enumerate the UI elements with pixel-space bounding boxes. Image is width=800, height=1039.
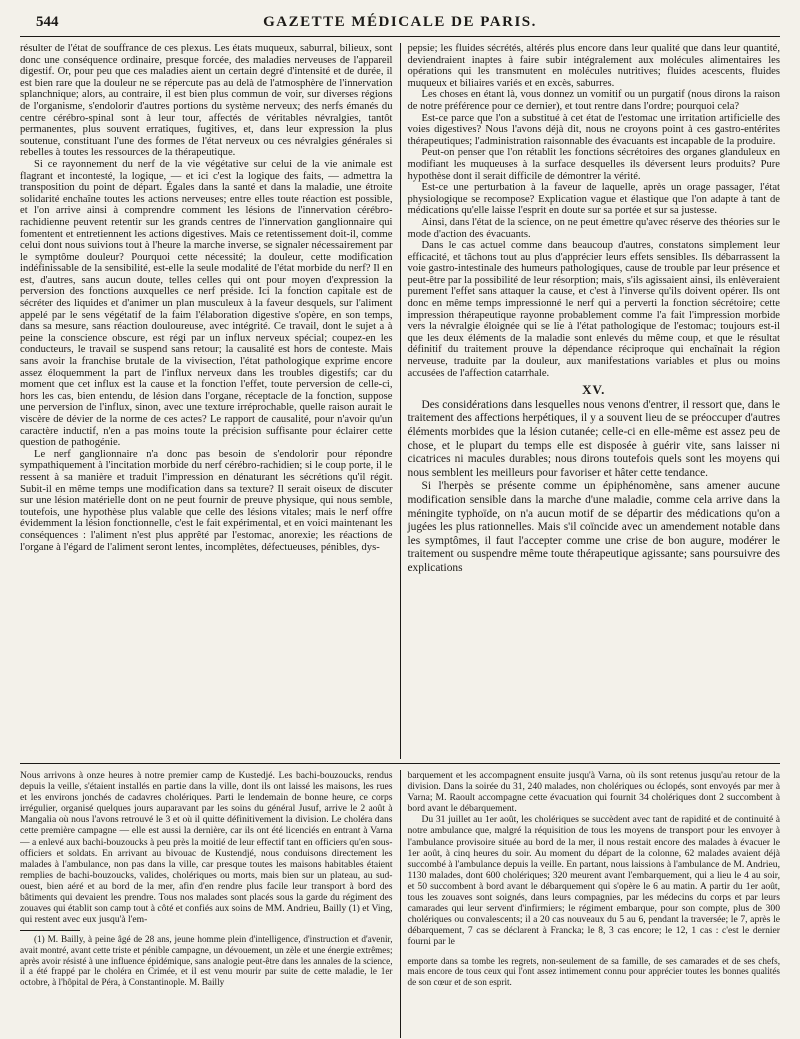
paragraph: Dans le cas actuel comme dans beaucoup d'autres, constatons simplement leur efficacité, et tâchons tout au plus d'apprécier leurs effets sensibles. Ils débarrassent la voie gastro-intestinale des humeurs pathologiques, cause de trouble par leur présence et peut-être par la possibilité de leur résorption; mais, s'ils agissaient ainsi, ils enlèveraient purement l'effet sans attaquer la cause, et c'est à l'inverse qu'ils doivent opérer. Ils ont donc en même temps impressionné le nerf qui a perverti la fonction sécrétoire; cette impression thérapeutique rayonne probablement comme l'a fait l'impression morbide vers la névralgie éloignée qui se lie à l'état pathologique de l'estomac; toujours est-il que les deux éléments de la maladie sont enlevés du même coup, et que le résultat définitif du traitement prouve la dépendance réciproque qui enchaînait la région nerveuse, traduite par la douleur, aux manifestations variables et plus ou moins accusées de l'affection catarrhale. xyxy=(407,240,780,379)
main-left-column xyxy=(20,43,400,759)
section-heading: XV. xyxy=(582,382,606,398)
paragraph: Si l'herpès se présente comme un épiphénomène, sans amener aucune modification sensible dans la marche d'une maladie, comme cela arrive dans la méningite typhoïde, on n'a aucun motif de se départir des médications qu'on a jugées les plus rationnelles. Mais s'il coïncide avec un amendement notable dans les symptômes, il faut l'accepter comme une crise de bon augure, modérer le traitement ou suspendre même toute thérapeutique agissante; sans poursuivre des explications xyxy=(407,480,780,574)
paragraph: Est-ce parce que l'on a substitué à cet état de l'estomac une irritation artificielle des voies digestives? Nous l'avons déjà dit, nous ne croyons point à ces gastro-entérites thérapeutiques; l'administration raisonnable des évacuants est incapable de la produire. xyxy=(407,112,780,147)
paragraph: Du 31 juillet au 1er août, les cholériques se succèdent avec tant de rapidité et de continuité à notre ambulance que, malgré la réquisition de tous les moyens de transport pour les envoyer à l'ambulance provisoire située au bord de la mer, il nous restait encore des malades à évacuer le 1er août, à cinq heures du soir. Au moment du départ de la colonne, 62 malades avaient déjà succombé à l'ambulance depuis la veille. En partant, nous laissions à l'ambulance de M. Andrieu, 1130 malades, dont 600 cholériques; 320 meurent avant l'embarquement, qui a lieu le 4 au soir, et 50 succombent à bord avant le débarquement qui s'opère le 6 au matin. A partir du 1er août, tous les zouaves sont soignés, dans leurs compagnies, par les médecins du corps et par leurs camarades qui leur servent d'infirmiers; le régiment embarque, pour son compte, plus de 300 cholériques ou convalescents; il a 20 cas nouveaux du 5 au 6, pendant la traversée; le 7, après le débarquement, 7 cas se déclarent à Francka; le 8, 3 cas encore; le 12, 1 cas : c'est le dernier fourni par le xyxy=(407,814,780,948)
paragraph: Est-ce une perturbation à la faveur de laquelle, après un orage passager, l'état physiologique se recompose? Explication vague et élastique que l'on adapte à tant de médications qu'elle laisse l'esprit en doute sur sa portée et sur sa justesse. xyxy=(407,182,780,217)
paragraph: Le nerf ganglionnaire n'a donc pas besoin de s'endolorir pour répondre sympathiquement à l'incitation morbide du nerf cérébro-rachidien; si le coup porte, il le ressent à sa manière et traduit l'impression en dénaturant les sécrétions qu'il régit. Subit-il en même temps une modification dans sa texture? Il serait oiseux de discuter sur une lésion matérielle dont on ne peut fournir de preuve physique, qui nous semble, toutefois, une hypothèse plus valable que celle des lésions vitales; mais le nerf offre évidemment la lésion fonctionnelle, c'est le fait expérimental, et en voici maintenant les conséquences : l'aliment n'est plus apprêté par l'estomac, anorexie; les réactions de l'organe à l'égard de l'aliment seront lentes, incomplètes, défectueuses, pénibles, dys- xyxy=(20,448,393,553)
paragraph: résulter de l'état de souffrance de ces plexus. Les états muqueux, saburral, bilieux, sont donc une conséquence ordinaire, presque forcée, des maladies nerveuses de l'appareil digestif. Or, pour peu que ces maladies aient un certain degré d'intensité et de durée, il est bien rare que la douleur ne se répercute pas au delà de l'atmosphère de l'innervation splanchnique; alors, au contraire, il est bien plus commun de voir, sur diverses régions de l'organisme, s'endolorir d'autres portions du système nerveux; des nerfs émanés du centre cérébro-spinal sont à leur tour, affectés de véritables névralgies, tantôt permanentes, plus souvent erratiques, fugitives, et, dans leur expression la plus soutenue, constituant l'une des formes de l'état nerveux ou ces névralgies générales si rebelles à toutes les ressources de la thérapeutique. xyxy=(20,43,393,159)
running-head: GAZETTE MÉDICALE DE PARIS. xyxy=(263,14,537,30)
paragraph: Si ce rayonnement du nerf de la vie végétative sur celui de la vie animale est flagrant et incontesté, la logique, — et ici c'est la logique des faits, — admettra la transposition du point de départ. Égales dans la santé et dans la maladie, une étroite solidarité enchaîne toutes les actions nerveuses; entre elles toute réaction est possible, et l'on arrive ainsi à comprendre comment les lésions de l'innervation cérébro-rachidienne peuvent retentir sur les grands centres de l'innervation ganglionnaire qui fomentent et entretiennent les actions digestives. Mais ce retentissement doit-il, comme celui dont nous suivions tout à l'heure la marche inverse, se signaler nécessairement par le symptôme douleur? Pourquoi cette nécessité; la douleur, cette modification indéfinissable de la sensibilité, est-elle la seule modalité de l'état morbide du nerf? Il en est, d'autres, sans aucun doute, telles celles qui ont pour moyen d'expression la perversion des fonctions auxquelles ce nerf préside. Ici la fonction capitale est de sécréter des liquides et d'animer un plan musculeux à la faveur desquels, sur l'aliment appelé par le sens végétatif de la faim l'élaboration digestive s'opère, en son temps, dans sa mesure, sans réaction douloureuse, avec intégrité. Ce travail, dont le sujet a à peine la conscience obscure, est régi par un influx nerveux spécial; coupez-en les conducteurs, le travail se suspend sans retour; la causalité est hors de conteste. Mais sans avoir la franchise brutale de la vivisection, l'état pathologique exprime encore assez éloquemment la part de l'influx nerveux dans les troubles digestifs; car du moment que cet influx est la cause et la fonction l'effet, toute perversion de celle-ci, hors les cas, bien entendu, de lésion dans l'organe, réceptacle de la fonction, suppose une perversion de l'influx, sinon, avec une texture irréprochable, quelle raison aurait le viscère de dévier de la norme de ces actes? Le rapport de causalité, pour n'avoir qu'un caractère inductif, n'en a pas moins toute la précision suffisante pour éclairer cette question de pathogénie. xyxy=(20,158,393,449)
paragraph: Peut-on penser que l'on rétablit les fonctions sécrétoires des organes glanduleux en modifiant les muqueuses à la surface desquelles ils déversent leurs produits? Pure hypothèse dont il serait difficile de démontrer la vérité. xyxy=(407,147,780,182)
footnote-gap xyxy=(408,948,781,956)
feuilleton-left-column xyxy=(20,770,400,1038)
footnote: (1) M. Bailly, à peine âgé de 28 ans, jeune homme plein d'intelligence, d'instruction et d'avenir, avait montré, avant cette triste et pénible campagne, un dévouement, un zèle et une énergie extrêmes; après avoir résisté à une influence épidémique, sans analogie peut-être dans les annales de la science, il a été frappé par le choléra en Crimée, et il est venu mourir par suite de cette maladie, le 1er octobre, à l'hôpital de Péra, à Constantinople. M. Bailly xyxy=(20,934,393,987)
footnote-divider xyxy=(20,930,80,931)
paragraph: Nous arrivons à onze heures à notre premier camp de Kustedjé. Les bachi-bouzoucks, rendus depuis la veille, s'étaient installés en partie dans la ville, dont ils ont laissé les maisons, les rues et les environs jonchés de cadavres cholériques. Parti le lendemain de bonne heure, ce corps irrégulier, organisé quelques jours auparavant par les soins du général Jusuf, arrive le 2 août à Mangalia où nous l'avons retrouvé le 3 et où il quitte définitivement la division. Le choléra dans cette première campagne — elle est aussi la dernière, car ils ont été licenciés en entrant à Varna — a enlevé aux bachi-bouzoucks à peu près la moitié de leur effectif tant en officiers qu'en sous-officiers et soldats. En arrivant au bivouac de Kustendjé, nous conduisons directement les malades à l'ambulance, non pas dans la ville, car presque toutes les maisons habitables étaient remplies de bachi-bouzoucks, valides, cholériques ou morts, mais bien sur un plateau, au sud-ouest, bien aéré et au bord de la mer, afin d'en rendre plus facile leur transport à bord des bâtiments qui devaient les prendre. Tous nos malades sont placés sous la garde du régiment des zouaves qui établit son camp tout à côté et confiés aux soins de MM. Andrieu, Bailly (1) et Ving, qui restent avec eux jusqu'à l'em- xyxy=(20,770,393,926)
paragraph: Les choses en étant là, vous donnez un vomitif ou un purgatif (nous dirons la raison de notre préférence pour ce dernier), et tout rentre dans l'ordre; pourquoi cela? xyxy=(407,89,780,112)
page-number: 544 xyxy=(36,14,59,30)
main-right-column xyxy=(400,43,781,759)
feuilleton xyxy=(20,770,780,1038)
paragraph: barquement et les accompagnent ensuite jusqu'à Varna, où ils sont retenus jusqu'au retour de la division. Dans la soirée du 31, 240 malades, non cholériques ou éclopés, sont envoyés par mer à Varna; M. Raoult accompagne cette évacuation qui fournit 34 cholériques dont 2 succombent à bord avant le débarquement. xyxy=(407,770,780,815)
feuilleton-divider xyxy=(20,763,780,764)
main-article xyxy=(20,43,780,759)
feuilleton-right-column xyxy=(400,770,781,1038)
paragraph: pepsie; les fluides sécrétés, altérés plus encore dans leur qualité que dans leur quantité, deviendraient inaptes à faire subir intégralement aux molécules alimentaires les opérations qui les transmutent en molécules nutritives; fluides acescents, fluides muqueux et biliaires variés et en excès, saburres. xyxy=(407,43,780,89)
paragraph: Ainsi, dans l'état de la science, on ne peut émettre qu'avec réserve des théories sur le mode d'action des évacuants. xyxy=(407,216,780,240)
page-header xyxy=(20,14,780,37)
paragraph: Des considérations dans lesquelles nous venons d'entrer, il ressort que, dans le traitement des affections herpétiques, il y a souvent lieu de se préoccuper d'autres éléments morbides que la lésion cutanée; celle-ci en elle-même est assez peu de chose, et le plupart du temps elle est disposée à guérir vite, sans laisser ni cicatrices ni macules durables; nous dirons toutefois quels sont les moyens qui nous semblent les meilleurs pour favoriser et hâter cette tendance. xyxy=(407,398,780,479)
footnote-continuation: emporte dans sa tombe les regrets, non-seulement de sa famille, de ses camarades et de ses chefs, mais encore de tous ceux qui l'ont assez intimement connu pour apprécier toutes les bonnes qualités de son cœur et de son esprit. xyxy=(407,955,780,987)
